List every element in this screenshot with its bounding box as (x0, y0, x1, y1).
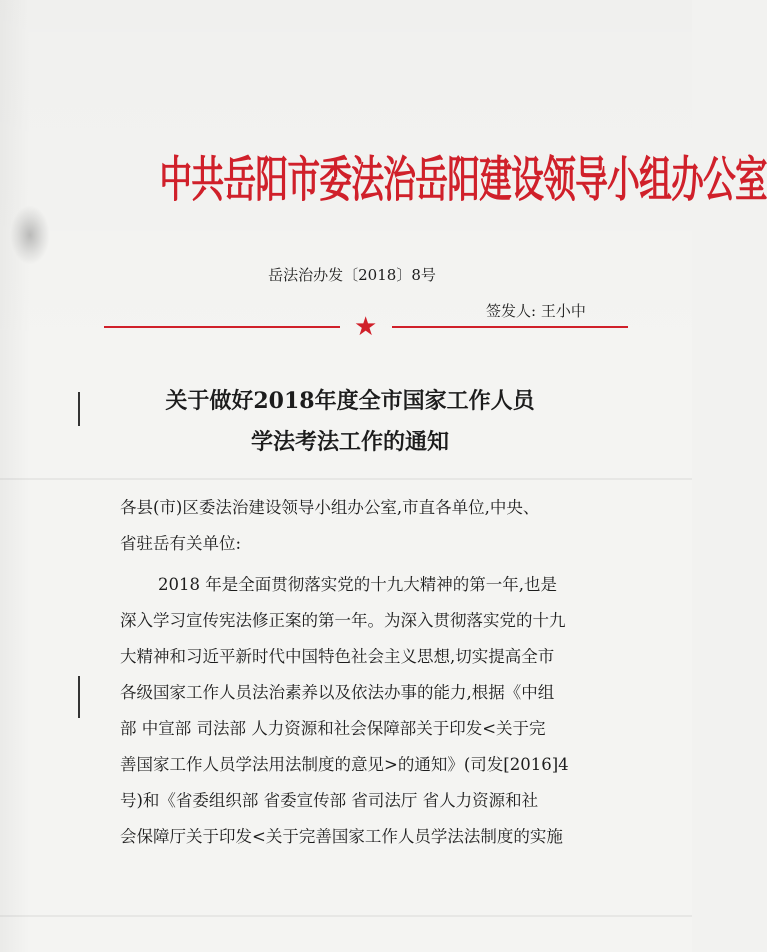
salutation-line: 省驻岳有关单位: (120, 534, 242, 553)
signer-label: 签发人: 王小中 (486, 302, 586, 320)
paragraph-line: 号)和《省委组织部 省委宣传部 省司法厅 省人力资源和社 (120, 791, 539, 810)
fold-line (0, 478, 692, 480)
salutation-line: 各县(市)区委法治建设领导小组办公室,市直各单位,中央、 (120, 498, 540, 517)
divider-line-right (392, 326, 628, 328)
issuing-office-title: 中共岳阳市委法治岳阳建设领导小组办公室 (159, 151, 767, 208)
paragraph-line: 2018 年是全面贯彻落实党的十九大精神的第一年,也是 (158, 575, 557, 594)
fold-line (0, 915, 692, 917)
paragraph-line: 部 中宣部 司法部 人力资源和社会保障部关于印发<关于完 (120, 719, 546, 738)
binding-hole-smudge (10, 205, 50, 265)
paragraph-line: 会保障厅关于印发<关于完善国家工作人员学法法制度的实施 (120, 827, 563, 846)
paragraph-line: 善国家工作人员学法用法制度的意见>的通知》(司发[2016]4 (120, 755, 569, 774)
margin-mark (78, 676, 80, 718)
paragraph-line: 各级国家工作人员法治素养以及依法办事的能力,根据《中组 (120, 683, 555, 702)
body-paragraph (120, 567, 610, 855)
notice-title-line-1: 关于做好2018年度全市国家工作人员 (165, 388, 535, 414)
document-number: 岳法治办发〔2018〕8号 (268, 266, 436, 284)
paragraph-line: 大精神和习近平新时代中国特色社会主义思想,切实提高全市 (120, 647, 555, 666)
paragraph-line: 深入学习宣传宪法修正案的第一年。为深入贯彻落实党的十九 (120, 611, 566, 630)
divider-line-left (104, 326, 340, 328)
star-icon: ★ (354, 312, 378, 342)
salutation (120, 490, 610, 562)
notice-title-line-2: 学法考法工作的通知 (250, 429, 449, 455)
red-divider (104, 312, 628, 342)
